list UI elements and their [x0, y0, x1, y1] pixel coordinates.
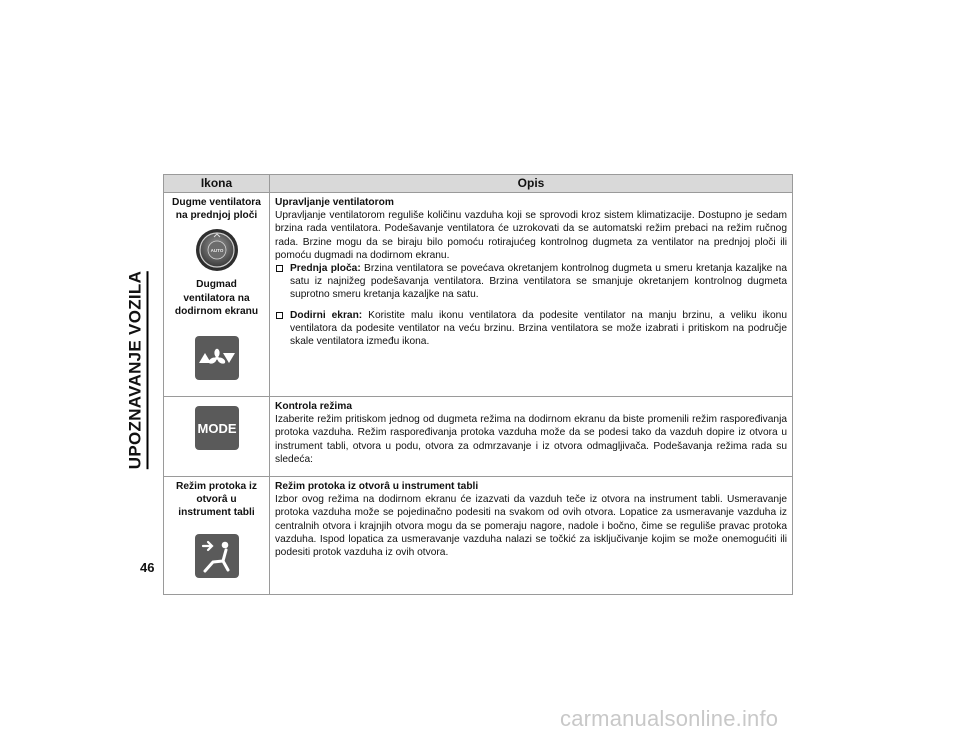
table-row: [164, 477, 793, 595]
bullet-square-icon: [276, 265, 283, 272]
icon-cell: [164, 477, 270, 595]
panel-mode-icon: [169, 534, 264, 578]
fan-speed-buttons-icon: [169, 336, 264, 380]
svg-text:AUTO: AUTO: [210, 248, 223, 254]
bullet-lead-front-panel: Prednja ploča:: [290, 263, 361, 275]
mode-control-text: Izaberite režim pritiskom jednog od dugmeta režima na dodirnom ekranu da biste promenili režim raspoređivanja protoka vazduha. Režim raspoređivanja protoka vazduha može da se podesi tako da vazduh dopire iz otvora u instrument tabli, otvora u podu, otvora za odmrzavanje i iz otvora odmagljivača. Podešavanja režima rada su sledeća:: [275, 414, 787, 465]
page-number: 46: [140, 560, 155, 575]
panel-mode-text: Izbor ovog režima na dodirnom ekranu će izazvati da vazduh teče iz otvora na instrument tabli. Usmeravanje protoka vazduha može se pojedinačno podesiti na svakom od ovih otvora. Lopatice za usmeravanje vazduha iz centralnih otvora i krajnjih otvora mogu da se pomeraju nagore, nadole i bočno, čime se reguliše pravac protoka vazduha. Ispod lopatica za usmeravanje vazduha nalazi se točkić za isključivanje kojim se može onemogućiti ili podesiti protok vazduha iz ovih otvora.: [275, 494, 787, 559]
icon-label-front-panel: Dugme ventilatora na prednjoj ploči: [172, 197, 261, 222]
controls-table: [163, 174, 793, 595]
icon-label-panel-mode: Režim protoka iz otvorâ u instrument tabli: [176, 481, 257, 519]
svg-text:MODE: MODE: [197, 421, 236, 437]
bullet-square-icon: [276, 312, 283, 319]
mode-button-icon: [169, 406, 264, 450]
description-cell: [270, 477, 793, 595]
description-cell: [270, 397, 793, 477]
bullet-text-front-panel: Brzina ventilatora se povećava okretanjem kontrolnog dugmeta u smeru kretanja kazaljke na satu iz najnižeg podešavanja ventilatora. Brzina ventilatora se smanjuje okretanjem kontrolnog dugmeta suprotno smeru kretanja kazaljke na satu.: [290, 263, 787, 301]
panel-mode-title: Režim protoka iz otvorâ u instrument tabli: [275, 481, 479, 493]
fan-knob-icon: [169, 228, 264, 272]
side-section-title-text: UPOZNAVANJE VOZILA: [126, 271, 149, 469]
header-description: Opis: [270, 175, 793, 193]
description-cell: [270, 193, 793, 397]
fan-control-bullets: [275, 262, 787, 348]
bullet-lead-touchscreen: Dodirni ekran:: [290, 309, 363, 321]
list-item: [275, 309, 787, 349]
fan-control-text: Upravljanje ventilatorom reguliše količinu vazduha koji se sprovodi kroz sistem klimatizacije. Dostupno je sedam brzina rada ventilatora. Podešavanje ventilatora će uzrokovati da se automatski režim prebaci na režim ručnog rada. Brzine mogu da se biraju bilo pomoću rotirajućeg kontrolnog dugmeta za ventilator na prednjoj ploči ili pomoću dugmadi na dodirnom ekranu.: [275, 210, 787, 261]
icon-cell: [164, 397, 270, 477]
icon-cell: [164, 193, 270, 397]
mode-control-title: Kontrola režima: [275, 401, 352, 413]
header-icon: Ikona: [164, 175, 270, 193]
fan-control-title: Upravljanje ventilatorom: [275, 197, 394, 208]
watermark: carmanualsonline.info: [560, 706, 779, 731]
table-header-row: [164, 175, 793, 193]
icon-label-touchscreen: Dugmad ventilatora na dodirnom ekranu: [174, 279, 259, 317]
bullet-text-touchscreen: Koristite malu ikonu ventilatora da podesite ventilator na manju brzinu, a veliku ikonu ventilatora da podesite ventilator na veću brzinu. Brzina ventilatora se može izabrati i pritiskom na područje skale ventilatora između ikona.: [290, 309, 787, 348]
table-row: [164, 193, 793, 397]
list-item: [275, 262, 787, 302]
table-row: [164, 397, 793, 477]
